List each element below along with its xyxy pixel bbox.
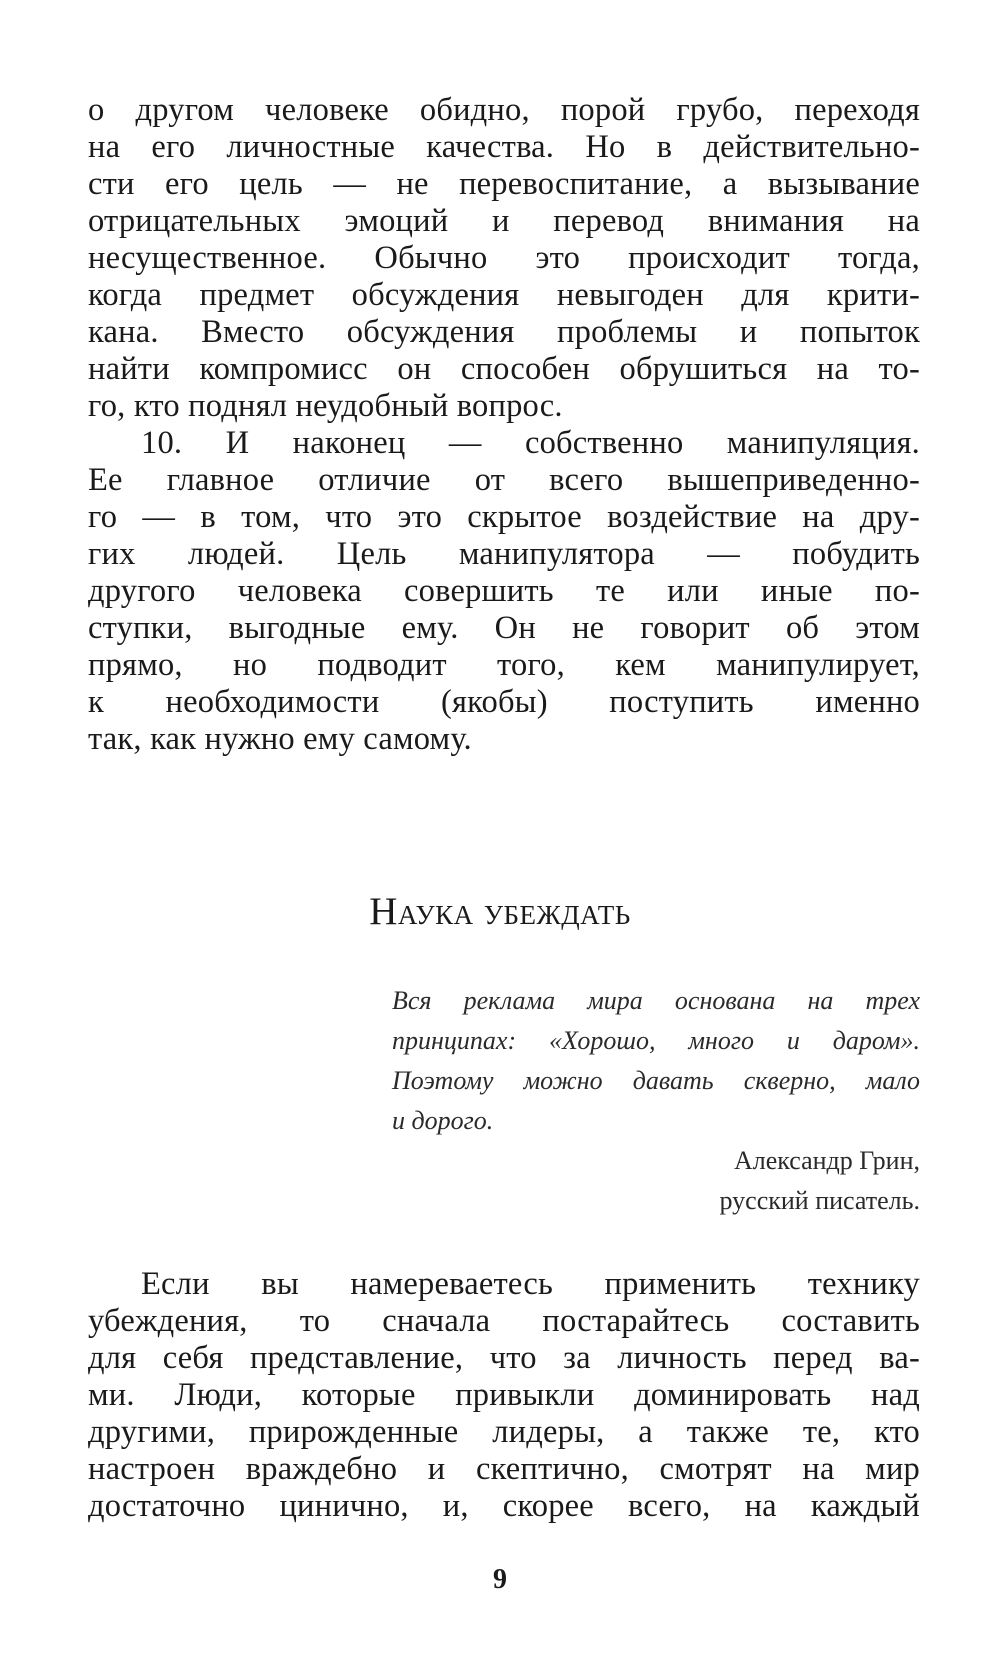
epigraph-author-role: русский писатель. xyxy=(719,1186,920,1215)
text-line: несущественное. Обычно это происходит тогда, xyxy=(88,240,920,276)
text-line: на его личностные качества. Но в действительно- xyxy=(88,129,920,165)
text-line: прямо, но подводит того, кем манипулирует, xyxy=(88,647,920,683)
text-line: когда предмет обсуждения невыгоден для крити- xyxy=(88,277,920,313)
text-line: ми. Люди, которые привыкли доминировать над xyxy=(88,1377,920,1413)
page-number: 9 xyxy=(493,1564,507,1595)
text-line: гих людей. Цель манипулятора — побудить xyxy=(88,536,920,572)
text-line: к необходимости (якобы) поступить именно xyxy=(88,684,920,720)
text-line: кана. Вместо обсуждения проблемы и попыток xyxy=(88,314,920,350)
text-line: Если вы намереваетесь применить технику xyxy=(141,1266,920,1302)
text-line: Ее главное отличие от всего вышеприведенно- xyxy=(88,462,920,498)
text-line: достаточно цинично, и, скорее всего, на каждый xyxy=(88,1488,920,1524)
text-line: ступки, выгодные ему. Он не говорит об этом xyxy=(88,610,920,646)
text-line: найти компромисс он способен обрушиться на то- xyxy=(88,351,920,387)
text-line: убеждения, то сначала постарайтесь составить xyxy=(88,1303,920,1339)
text-line: го — в том, что это скрытое воздействие на дру- xyxy=(88,499,920,535)
text-line: о другом человеке обидно, порой грубо, переходя xyxy=(88,92,920,128)
epigraph-line: Поэтому можно давать скверно, мало xyxy=(392,1066,920,1095)
text-line: для себя представление, что за личность перед ва- xyxy=(88,1340,920,1376)
epigraph-line: и дорого. xyxy=(392,1106,494,1135)
epigraph-line: принципах: «Хорошо, много и даром». xyxy=(392,1026,920,1055)
text-line: 10. И наконец — собственно манипуляция. xyxy=(141,425,920,461)
epigraph-line: Вся реклама мира основана на трех xyxy=(392,986,920,1015)
text-line: настроен враждебно и скептично, смотрят на мир xyxy=(88,1451,920,1487)
text-line: го, кто поднял неудобный вопрос. xyxy=(88,388,563,424)
text-line: другого человека совершить те или иные по- xyxy=(88,573,920,609)
text-line: сти его цель — не перевоспитание, а вызывание xyxy=(88,166,920,202)
epigraph-author: Александр Грин, xyxy=(733,1146,920,1175)
text-line: другими, прирожденные лидеры, а также те, кто xyxy=(88,1414,920,1450)
text-line: отрицательных эмоций и перевод внимания на xyxy=(88,203,920,239)
section-title: Наука убеждать xyxy=(369,890,631,933)
text-line: так, как нужно ему самому. xyxy=(88,721,472,757)
